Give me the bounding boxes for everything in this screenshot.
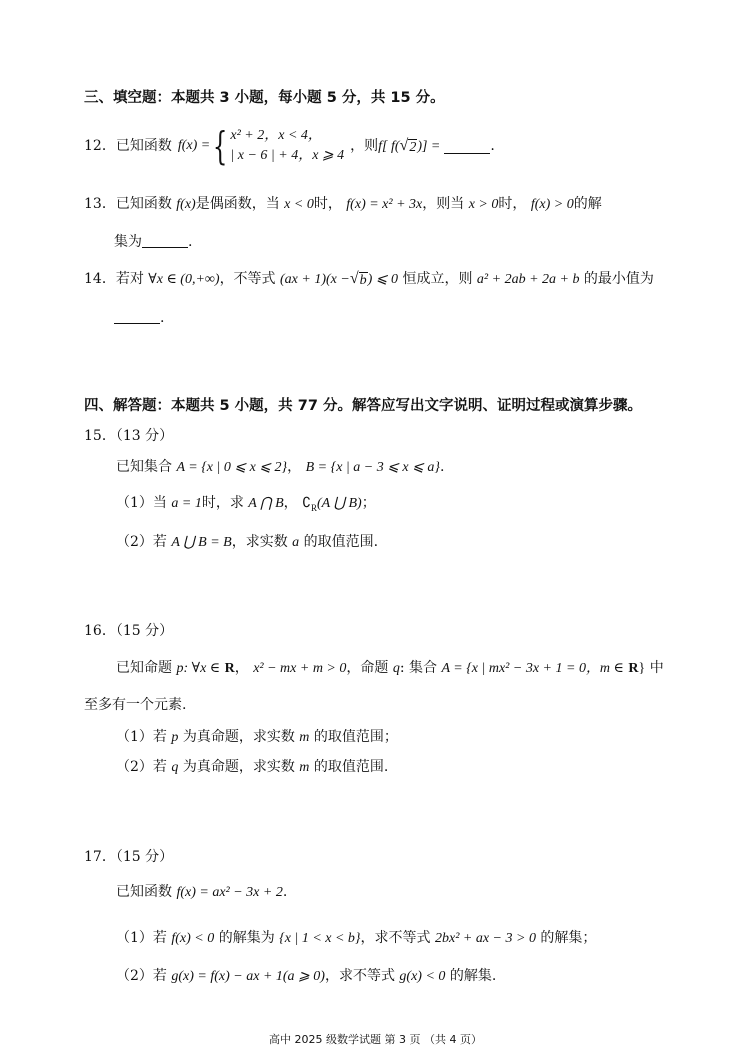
question-17-part-1 [116, 928, 596, 949]
q12-expr-pre: f[ f( [378, 138, 400, 154]
q17-text: （2）若 [116, 968, 167, 984]
question-13-line-1 [84, 194, 602, 215]
q15-subscript: R [311, 502, 318, 513]
q15-text: 时，求 [201, 495, 244, 511]
q13-text: 已知函数 [115, 196, 172, 212]
q16-text: 的取值范围. [313, 759, 389, 775]
q14-end: . [160, 310, 165, 326]
q16-text: 为真命题，求实数 [182, 729, 295, 745]
q17-text: 已知函数 [116, 884, 172, 900]
q13-text: 时， [498, 196, 527, 212]
question-17-part-2 [116, 966, 496, 987]
q17-text: ，求不等式 [360, 930, 431, 946]
q14-text: 若对 [115, 271, 144, 287]
q12-lead: 已知函数 [115, 138, 172, 154]
q15-text: ， [283, 495, 298, 511]
q16-math: m [299, 730, 310, 745]
q16-math: p [171, 730, 179, 745]
q16-text: （2）若 [116, 759, 167, 775]
q12-answer-blank[interactable] [444, 139, 490, 154]
q12-then: ，则 [350, 138, 379, 154]
page-footer: 高中 2025 级数学试题 第 3 页 （共 4 页） [269, 1033, 482, 1046]
sqrt-icon: √ 2 [399, 136, 417, 155]
q15-math: A ⋂ B [248, 496, 284, 511]
sqrt-icon: √ b [349, 270, 367, 288]
q16-math: p [176, 661, 184, 676]
q14-number: 14． [84, 271, 116, 287]
section-3-title: 三、填空题：本题共 3 小题，每小题 5 分，共 15 分。 [84, 90, 445, 106]
q15-math: B = {x | a − 3 ⩽ x ⩽ a} [305, 460, 440, 475]
q16-text: 已知命题 [116, 660, 172, 676]
question-14-line-1 [84, 269, 654, 290]
q13-answer-blank[interactable] [142, 233, 188, 248]
q16-text: 的取值范围； [313, 729, 398, 745]
section-4-title: 四、解答题：本题共 5 小题，共 77 分。解答应写出文字说明、证明过程或演算步骤。 [84, 398, 642, 414]
question-15-header: 15．（13 分） [84, 428, 174, 444]
q15-text: （2）若 [116, 534, 167, 550]
q14-text: 的最小值为 [583, 271, 654, 287]
complement-icon: ∁ [302, 496, 311, 511]
q14-radicand: b [359, 273, 367, 288]
q16-text: : 集合 [399, 660, 437, 676]
q15-text: 已知集合 [116, 459, 172, 475]
question-16-stem [116, 658, 664, 679]
q14-text: 恒成立，则 [402, 271, 473, 287]
q15-text: ， [287, 459, 302, 475]
question-17-header: 17．（15 分） [84, 849, 174, 865]
q17-text: ，求不等式 [324, 968, 395, 984]
q12-case-1: x² + 2，x < 4， [230, 128, 322, 143]
q17-text: 的解集为 [218, 930, 275, 946]
q12-piecewise [230, 126, 344, 166]
q13-text: 集为 [114, 234, 142, 250]
q12-expression [378, 136, 440, 157]
q17-math: f(x) = ax² − 3x + 2 [176, 885, 283, 900]
question-17-stem [116, 882, 287, 903]
q14-text: ，不等式 [219, 271, 276, 287]
q16-math: A = {x | mx² − 3x + 1 = 0，m ∈ [441, 661, 624, 676]
q16-reals: R [224, 661, 235, 676]
q14-math: ∀x ∈ (0,+∞) [148, 272, 220, 287]
q15-text: . [439, 459, 445, 475]
q12-expr-post: )] = [417, 138, 441, 154]
left-brace-icon: { [213, 124, 228, 168]
q15-text: ，求实数 [231, 534, 288, 550]
q17-text: 的解集； [540, 930, 597, 946]
q14-math: ) ⩽ 0 [367, 272, 399, 287]
q17-text: （1）若 [116, 930, 167, 946]
q12-end: . [490, 138, 495, 154]
q14-math: a² + 2ab + 2a + b [476, 272, 580, 287]
q13-text: 时， [313, 196, 342, 212]
q17-math: g(x) < 0 [399, 969, 446, 984]
q14-answer-blank[interactable] [114, 309, 160, 324]
q15-text: （1）当 [116, 495, 167, 511]
q13-number: 13． [84, 196, 116, 212]
question-13-line-2 [114, 232, 192, 252]
q13-text: 的解 [573, 196, 602, 212]
q16-math: m [299, 760, 310, 775]
q12-number: 12． [84, 138, 116, 154]
q16-text: 为真命题，求实数 [182, 759, 295, 775]
q15-text: ； [361, 495, 376, 511]
question-15-part-1 [116, 493, 376, 514]
q13-math: x < 0 [284, 197, 314, 212]
q17-text: . [282, 884, 288, 900]
q13-text: 是偶函数，当 [195, 196, 280, 212]
q16-text: （1）若 [116, 729, 167, 745]
q13-math: x > 0 [468, 197, 499, 212]
q16-text: ， [234, 660, 249, 676]
q13-math: f(x) > 0 [530, 197, 574, 212]
q13-text: ，则当 [422, 196, 465, 212]
q13-math: f(x) = x² + 3x [346, 197, 423, 212]
q15-math: a = 1 [171, 496, 202, 511]
q12-expr-radicand: 2 [409, 139, 417, 155]
q12-fx: f(x) = [177, 138, 211, 153]
q15-math: A ⋃ B = B [171, 535, 232, 550]
q17-math: {x | 1 < x < b} [279, 931, 361, 946]
q16-reals: R [628, 661, 639, 676]
q16-math: : ∀x ∈ [183, 661, 221, 676]
q14-math: (ax + 1)(x − [280, 272, 350, 287]
question-16-stem-line-2: 至多有一个元素. [84, 697, 187, 713]
question-15-part-2 [116, 532, 378, 553]
question-12 [84, 126, 495, 166]
q17-math: g(x) = f(x) − ax + 1(a ⩾ 0) [171, 969, 325, 984]
q16-math: q [171, 760, 179, 775]
q17-math: 2bx² + ax − 3 > 0 [434, 931, 536, 946]
q15-math: a [292, 535, 300, 550]
q16-math: } [638, 661, 646, 676]
question-16-header: 16．（15 分） [84, 623, 174, 639]
q15-math: (A ⋃ B) [317, 496, 362, 511]
question-15-stem [116, 457, 444, 478]
q16-text: ，命题 [346, 660, 389, 676]
q12-case-2: | x − 6 | + 4，x ⩾ 4 [230, 148, 345, 163]
q13-math: f(x) [176, 197, 196, 212]
question-16-part-2 [116, 757, 388, 778]
q17-math: f(x) < 0 [171, 931, 215, 946]
q17-text: 的解集. [449, 968, 497, 984]
q15-math: A = {x | 0 ⩽ x ⩽ 2} [176, 460, 288, 475]
q16-math: q [392, 661, 400, 676]
q13-end: . [188, 234, 193, 250]
q16-text: 中 [649, 660, 664, 676]
q16-math: x² − mx + m > 0 [253, 661, 347, 676]
question-14-line-2 [114, 308, 164, 328]
q14-inequality [280, 272, 398, 287]
q15-text: 的取值范围. [303, 534, 379, 550]
question-16-part-1 [116, 727, 398, 748]
